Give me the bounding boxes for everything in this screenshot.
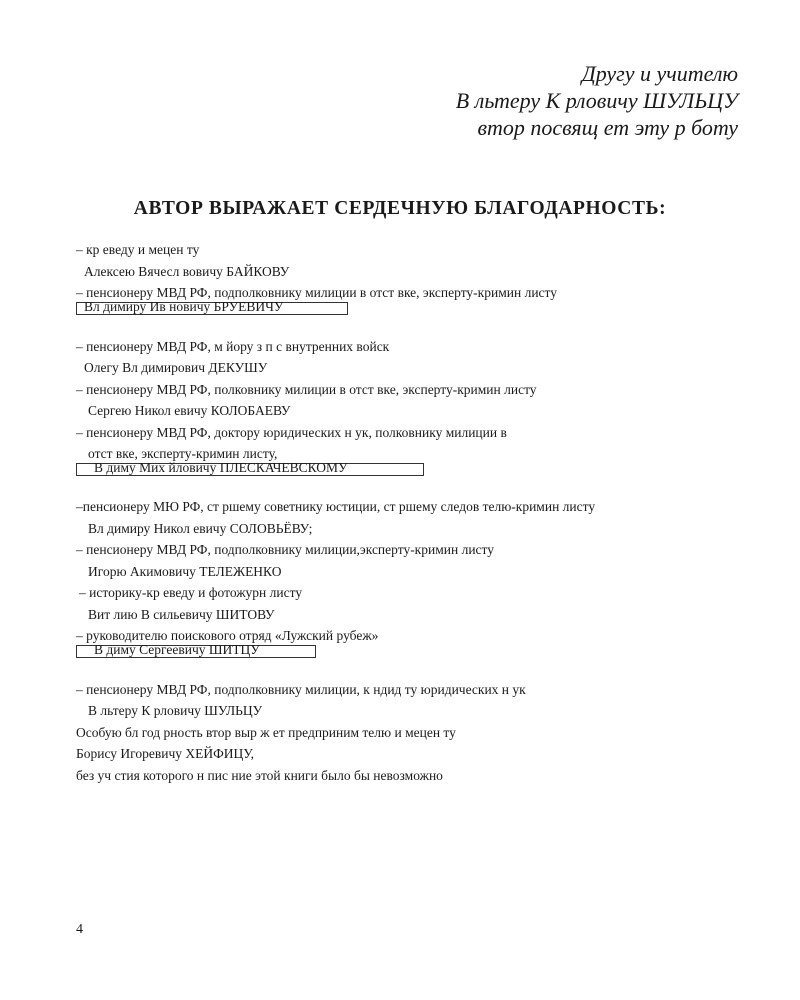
ack-line: Вит лию В сильевичу ШИТОВУ — [88, 607, 275, 622]
ack-line: Особую бл год рность втор выр ж ет предприним телю и мецен ту — [76, 725, 456, 740]
ack-line: Вл димиру Ив новичу БРУЕВИЧУ — [84, 299, 284, 314]
ack-line: Алексею Вячесл вовичу БАЙКОВУ — [84, 264, 290, 279]
dedication-line-3: втор посвящ ет эту р боту — [477, 115, 738, 140]
ack-line: –пенсионеру МЮ РФ, ст ршему советнику юстиции, ст ршему следов телю-кримин листу — [76, 499, 596, 514]
ack-line: – пенсионеру МВД РФ, полковнику милиции в отст вке, эксперту-кримин листу — [76, 382, 537, 397]
ack-line: Сергею Никол евичу КОЛОБАЕВУ — [88, 403, 291, 418]
dedication — [456, 60, 738, 141]
ack-line: Борису Игоревичу ХЕЙФИЦУ, — [76, 746, 255, 761]
ack-line: – пенсионеру МВД РФ, доктору юридических н ук, полковнику милиции в — [76, 425, 507, 440]
ack-line: – пенсионеру МВД РФ, подполковнику милиции,эксперту-кримин листу — [76, 542, 495, 557]
page-number: 4 — [76, 922, 83, 937]
ack-line: – руководителю поискового отряд «Лужский рубеж» — [76, 628, 379, 643]
acknowledgements-heading: АВТОР ВЫРАЖАЕТ СЕРДЕЧНУЮ БЛАГОДАРНОСТЬ: — [133, 198, 667, 219]
ack-line: Вл димиру Никол евичу СОЛОВЬЁВУ; — [88, 521, 313, 536]
ack-line: В диму Сергеевичу ШИТЦУ — [94, 642, 260, 657]
ack-line: отст вке, эксперту-кримин листу, — [88, 446, 278, 461]
ack-line: без уч стия которого н пис ние этой книги было бы невозможно — [76, 768, 443, 783]
ack-line: В диму Мих йловичу ПЛЕСКАЧЕВСКОМУ — [94, 460, 348, 475]
ack-line: – историку-кр еведу и фотожурн листу — [79, 585, 303, 600]
ack-line: Игорю Акимовичу ТЕЛЕЖЕНКО — [88, 564, 282, 579]
ack-line: – пенсионеру МВД РФ, подполковнику милиции, к ндид ту юридических н ук — [76, 682, 526, 697]
ack-line: – пенсионеру МВД РФ, м йору з п с внутренних войск — [76, 339, 390, 354]
ack-line: – пенсионеру МВД РФ, подполковнику милиции в отст вке, эксперту-кримин листу — [76, 285, 558, 300]
ack-line: Олегу Вл димирович ДЕКУШУ — [84, 360, 268, 375]
dedication-line-2: В льтеру К рловичу ШУЛЬЦУ — [455, 88, 738, 113]
ack-line: – кр еведу и мецен ту — [76, 242, 200, 257]
dedication-line-1: Другу и учителю — [581, 61, 738, 86]
ack-line: В льтеру К рловичу ШУЛЬЦУ — [88, 703, 263, 718]
